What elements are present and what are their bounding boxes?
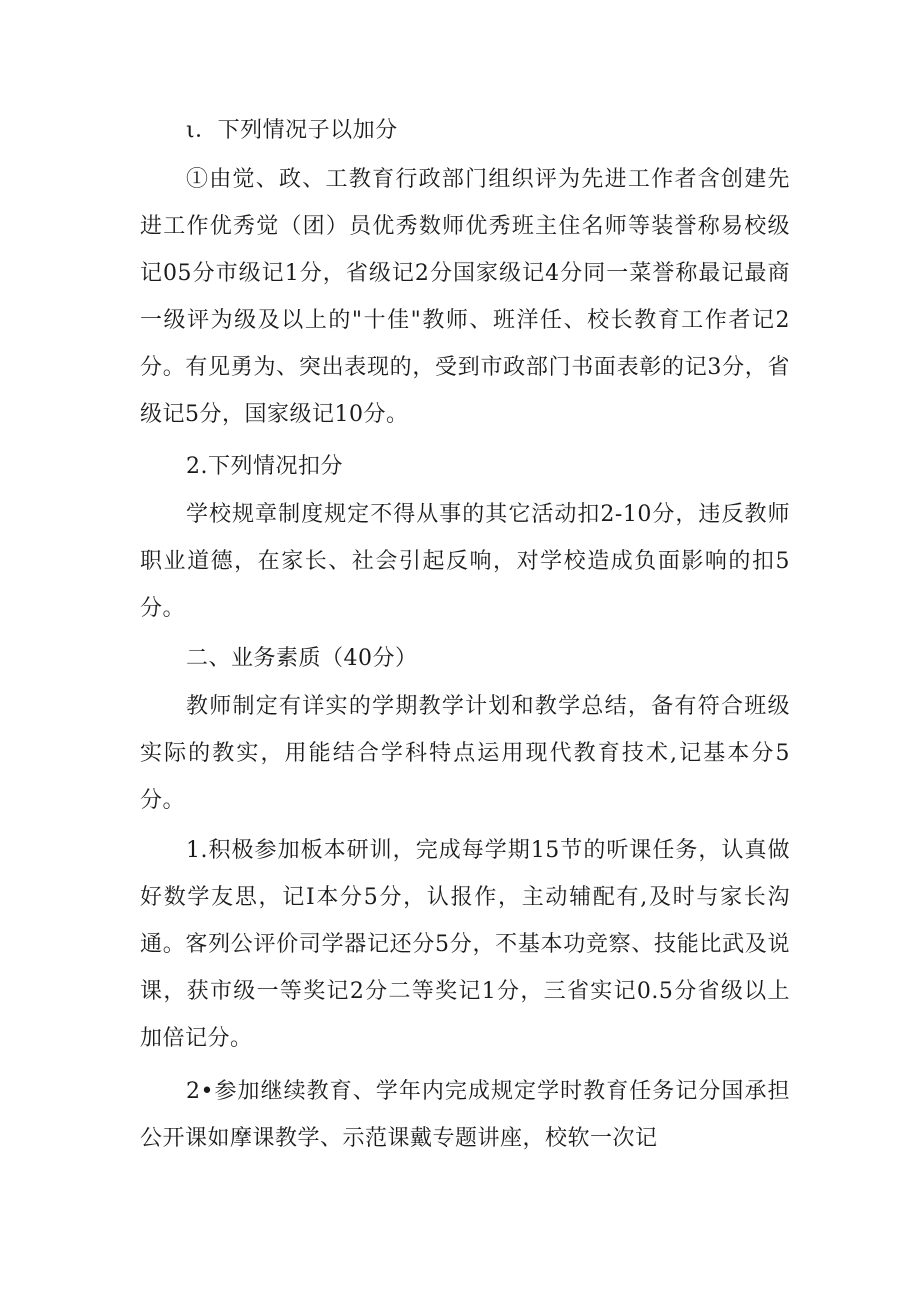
heading-professional-quality: 二、业务素质（40分） <box>186 646 418 671</box>
paragraph-continuing-education-item-2: 2•参加继续教育、学年内完成规定学时教育任务记分国承担公开课如摩课教学、示范课戴专题讲座，校软一次记 <box>140 1079 790 1151</box>
paragraph-training-item-1: 1.积极参加板本研训，完成每学期15节的听课任务，认真做好数学友思，记I本分5分，认报作，主动辅配有,及时与家长沟通。客列公评价司学器记还分5分，不基本功竞察、技能比武及说课，获市级一等奖记2分二等奖记1分，三省实记0.5分省级以上加倍记分。 <box>140 838 790 1051</box>
heading-bonus-points: ι．下列情况子以加分 <box>186 118 398 143</box>
paragraph-bonus-details: ①由觉、政、工教育行政部门组织评为先进工作者含创建先进工作优秀觉（团）员优秀数师优秀班主住名师等装誉称易校级记05分市级记1分，省级记2分国家级记4分同一菜誉称最记最商一级评为级及以上的"十佳"教师、班洋任、校长教育工作者记2分。有见勇为、突出表现的，受到市政部门书面表彰的记3分，省级记5分，国家级记10分。 <box>140 167 790 427</box>
paragraph-teaching-plan: 教师制定有详实的学期教学计划和教学总结，备有符合班级实际的教实，用能结合学科特点运用现代教育技术,记基本分5分。 <box>140 694 790 813</box>
heading-deductions: 2.下列情况扣分 <box>186 454 343 479</box>
paragraph-deduction-details: 学校规章制度规定不得从事的其它活动扣2-10分，违反教师职业道德，在家长、社会引起反响，对学校造成负面影响的扣5分。 <box>140 502 790 621</box>
